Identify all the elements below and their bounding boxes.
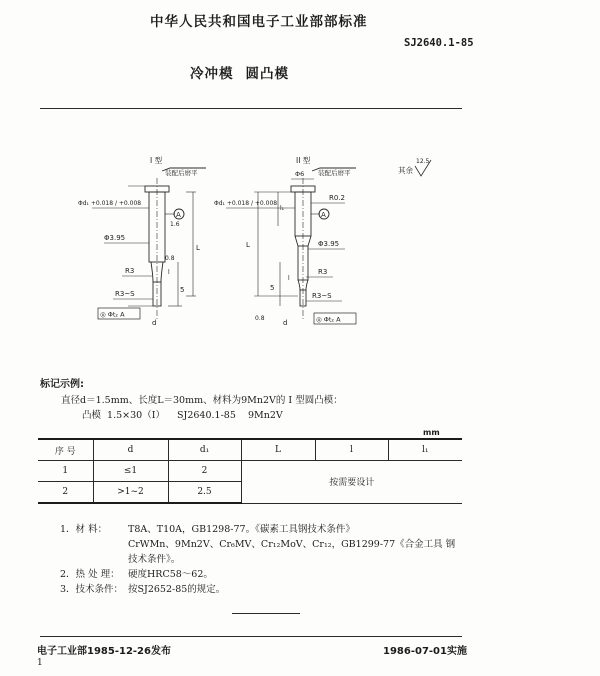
page-mark: 1 <box>37 658 43 668</box>
type1-tolerance-frame: ◎ Φt₂ A <box>100 310 125 319</box>
standard-name: 中华人民共和国电子工业部部标准 <box>150 14 368 30</box>
type1-assembly-note: 装配后磨平 <box>165 169 198 177</box>
type1-datum: A <box>176 211 181 219</box>
technical-notes <box>60 522 456 597</box>
type1-dim-l: l <box>168 269 170 276</box>
col-header-no: 序 号 <box>38 439 93 461</box>
col-header-l: l <box>315 439 388 461</box>
row-d1: 2 <box>168 461 241 482</box>
type1-dim-r3: R3 <box>125 267 135 275</box>
roughness-value: 12.5 <box>416 158 430 165</box>
design-note: 按需要设计 <box>241 461 462 504</box>
type1-dim-L: L <box>196 244 200 252</box>
note-label: 1．材 料： <box>60 524 108 535</box>
type2-dim-d1: Φd₁ +0.018 / +0.008 <box>214 200 278 207</box>
col-header-d1: d₁ <box>168 439 241 461</box>
type2-dim-5: 5 <box>270 284 275 292</box>
type1-dim-d1: Φd₁ +0.018 / +0.008 <box>78 200 142 207</box>
type2-label: II 型 <box>296 156 311 165</box>
dimension-table <box>38 438 462 504</box>
type2-dim-r02: R0.2 <box>329 194 345 202</box>
type2-dim-L: L <box>246 241 250 249</box>
note-material-alloy <box>60 537 456 567</box>
roughness-label: 其余 <box>398 166 413 175</box>
row-d1: 2.5 <box>168 482 241 504</box>
roughness-symbol <box>398 158 431 176</box>
note-technical-conditions <box>60 582 456 597</box>
type2-datum: A <box>321 211 326 219</box>
type2-dim-d: d <box>283 319 288 327</box>
row-no: 2 <box>38 482 93 504</box>
note-text: T8A、T10A，GB1298-77。《碳素工具钢技术条件》 <box>128 524 355 535</box>
marking-example-description: 直径d＝1.5mm、长度L＝30mm、材料为9Mn2V的 I 型圆凸模： <box>61 395 343 406</box>
note-material <box>60 522 456 537</box>
type2-dim-phi6: Φ6 <box>295 170 305 178</box>
type1-dim-shank: Φ3.95 <box>104 234 126 242</box>
issue-date: 电子工业部1985-12-26发布 <box>37 646 171 657</box>
type1-roughness-mid: 1.6 <box>170 221 180 228</box>
table-header-row <box>38 439 462 461</box>
row-d: >1~2 <box>93 482 168 504</box>
col-header-L: L <box>241 439 315 461</box>
row-no: 1 <box>38 461 93 482</box>
marking-example-heading: 标记示例: <box>40 379 84 390</box>
col-header-d: d <box>93 439 168 461</box>
type2-roughness-small: 0.8 <box>255 315 265 322</box>
effective-date: 1986-07-01实施 <box>383 646 467 657</box>
type1-dim-r3s: R3~S <box>115 290 135 298</box>
note-text: CrWMn、9Mn2V、Cr₆MV、Cr₁₂MoV、Cr₁₂，GB1299-77《合金工具 钢技术条件》。 <box>128 539 456 565</box>
type2-dim-l: l <box>288 275 290 282</box>
type2-dim-r3s: R3~S <box>312 292 332 300</box>
row-d: ≤1 <box>93 461 168 482</box>
type1-dim-5: 5 <box>180 286 185 294</box>
title-die-type: 冷冲模 <box>190 66 234 82</box>
table-row <box>38 461 462 482</box>
type1-punch <box>78 155 206 327</box>
type2-dim-l1: l₁ <box>280 205 285 212</box>
note-text: 按SJ2652-85的规定。 <box>128 584 226 595</box>
note-heat-treatment <box>60 567 456 582</box>
standard-code: SJ2640.1-85 <box>404 37 474 49</box>
type1-label: I 型 <box>150 156 163 165</box>
end-rule <box>232 613 300 614</box>
type1-roughness-small: 0.8 <box>165 255 175 262</box>
type2-tolerance-frame: ◎ Φt₂ A <box>316 315 341 324</box>
type2-dim-r3: R3 <box>318 268 328 276</box>
type2-dim-shank: Φ3.95 <box>318 240 340 248</box>
title-part-name: 圆凸模 <box>245 66 289 82</box>
note-label: 2．热 处 理： <box>60 569 120 580</box>
type1-dim-d: d <box>152 319 157 327</box>
note-text: 硬度HRC58～62。 <box>128 569 213 580</box>
table-unit: mm <box>423 428 440 437</box>
footer-rule <box>40 636 462 637</box>
type2-punch <box>214 155 356 327</box>
col-header-l1: l₁ <box>388 439 462 461</box>
note-label: 3．技术条件： <box>60 584 124 595</box>
note-label <box>60 537 128 567</box>
marking-example-code: 凸模 1.5×30（I） SJ2640.1-85 9Mn2V <box>82 410 283 421</box>
type2-assembly-note: 装配后磨平 <box>318 169 351 177</box>
